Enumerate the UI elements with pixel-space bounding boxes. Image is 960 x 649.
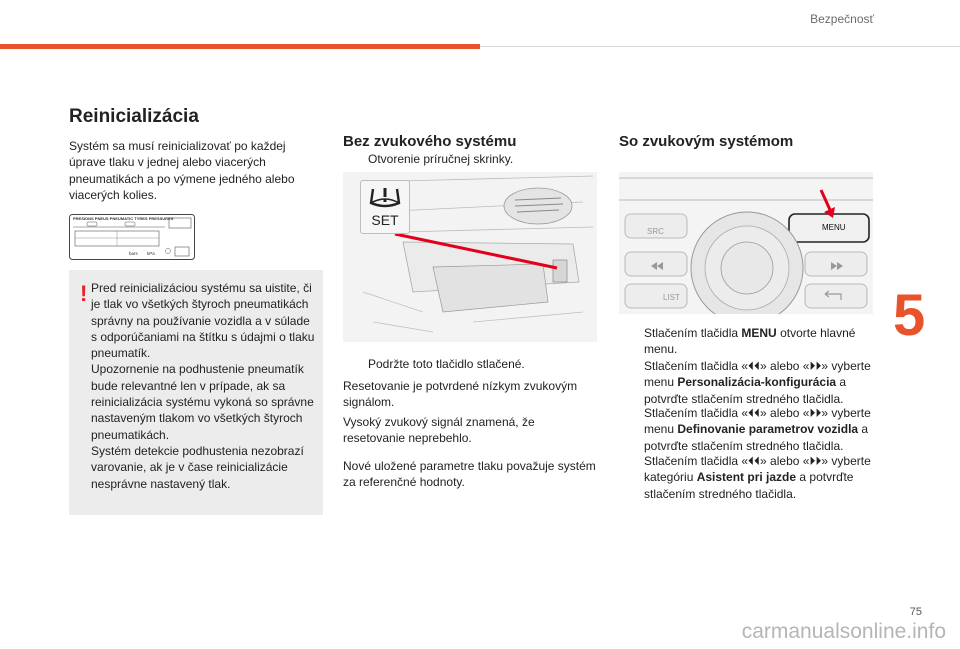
menu-button: MENU — [822, 223, 846, 232]
page-number: 75 — [909, 606, 922, 618]
list-button: LIST — [663, 293, 680, 302]
reference-values-paragraph: Nové uložené parametre tlaku považuje systém za referenčné hodnoty. — [343, 459, 596, 490]
set-button-label: SET — [371, 212, 399, 228]
warning-text — [91, 280, 317, 492]
tire-label-header: PRESIONS PNEUS PNEUMATIC TYRES PRESSURES — [73, 216, 174, 221]
section-number: 5 — [893, 283, 926, 348]
warning-paragraph-2: Upozornenie na podhustenie pneumatík bude relevantné len v prípade, ak sa reinicializácia systému vykoná so správne nastaveným tlakom vo všetkých štyroch pneumatikách. — [91, 362, 314, 442]
warning-paragraph-3: Systém detekcie podhustenia nezobrazí varovanie, ak je v čase reinicializácie nesprávne nastavený tlak. — [91, 443, 304, 491]
step-open-glovebox: Otvorenie príručnej skrinky. — [368, 152, 514, 166]
tire-label-unit-kpa: kPa — [147, 251, 155, 256]
src-button: SRC — [647, 227, 664, 236]
step-hold-button: Podržte toto tlačidlo stlačené. — [368, 357, 525, 371]
tire-pressure-warning-icon — [361, 181, 409, 213]
top-accent-bar — [0, 44, 480, 49]
warning-paragraph-1: Pred reinicializáciou systému sa uistite, či je tlak vo všetkých štyroch pneumatikách správny na používanie vozidla a v súlade s odporúčaniami na štítku s údajmi o tlaku pneumatík. — [91, 281, 315, 361]
tire-label-unit-bars: bars — [129, 251, 138, 256]
step-vehicle-parameters: Stlačením tlačidla «⏴⏴» alebo «⏵⏵» vyberte menu Definovanie parametrov vozidla a potvrďte stlačením stredného tlačidla. — [644, 406, 871, 453]
set-button-image — [360, 180, 410, 234]
section-label: Bezpečnosť — [810, 12, 874, 26]
audio-panel-drawing — [619, 172, 873, 314]
reset-fail-paragraph: Vysoký zvukový signál znamená, že resetovanie neprebehlo. — [343, 415, 535, 446]
step-personalization: Stlačením tlačidla «⏴⏴» alebo «⏵⏵» vyberte menu Personalizácia-konfigurácia a potvrďte stlačením stredného tlačidla. — [644, 359, 871, 406]
section-title-with-audio: So zvukovým systémom — [619, 133, 794, 150]
step-menu: Stlačením tlačidla MENU otvorte hlavné menu. — [644, 326, 856, 357]
section-title-without-audio: Bez zvukového systému — [343, 133, 517, 150]
step-driving-assistance: Stlačením tlačidla «⏴⏴» alebo «⏵⏵» vyberte kategóriu Asistent pri jazde a potvrďte stlačením stredného tlačidla. — [644, 454, 871, 501]
page-title: Reinicializácia — [69, 106, 199, 127]
intro-paragraph: Systém sa musí reinicializovať po každej úprave tlaku v jednej alebo viacerých pneumatikách a po výmene jedného alebo viacerých kolies. — [69, 139, 295, 202]
tire-pressure-label-image — [69, 214, 195, 260]
watermark: carmanualsonline.info — [741, 620, 946, 643]
audio-system-illustration — [619, 172, 873, 314]
top-divider-line — [480, 46, 960, 47]
reset-confirm-paragraph: Resetovanie je potvrdené nízkym zvukovým signálom. — [343, 379, 578, 410]
warning-exclamation-icon: ! — [80, 281, 88, 306]
